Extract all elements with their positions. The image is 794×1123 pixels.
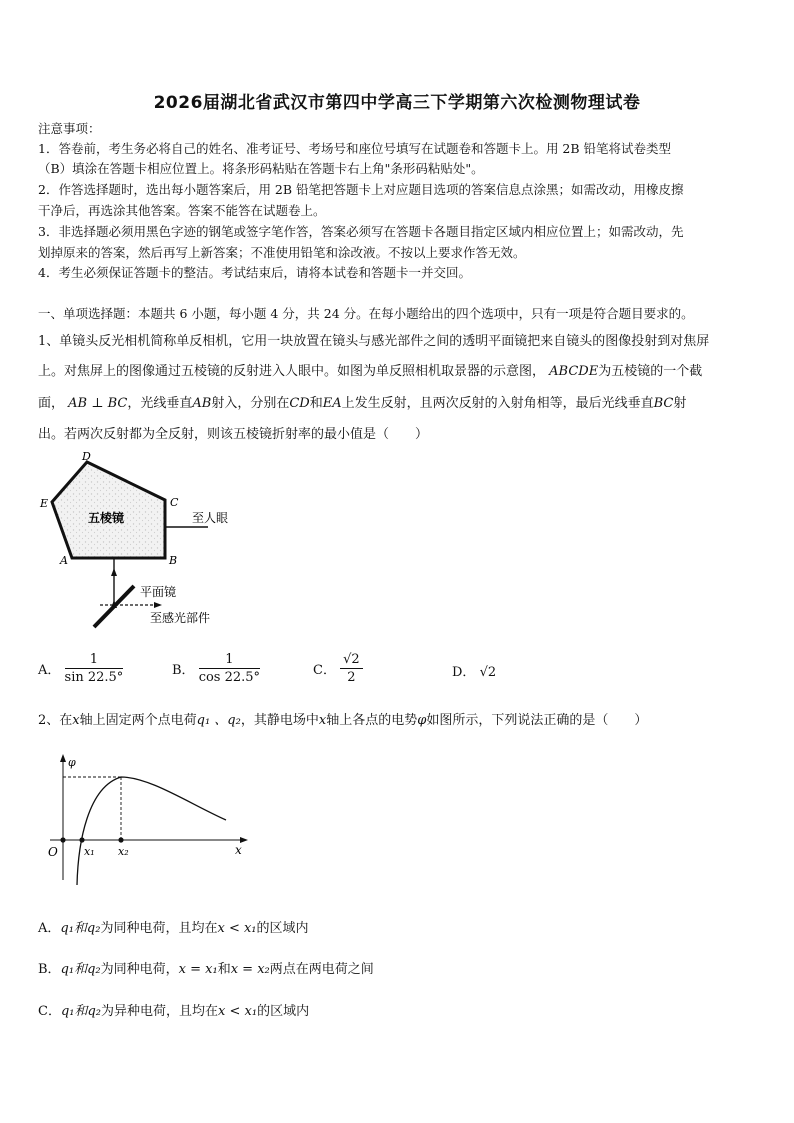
exam-title: 2026届湖北省武汉市第四中学高三下学期第六次检测物理试卷 (153, 93, 641, 113)
prism-label: 五棱镜 (88, 511, 125, 525)
q1-option-d (452, 661, 496, 680)
option-math: q₁和q₂ (60, 1004, 102, 1019)
notice-line-2: （B）填涂在答题卡相应位置上。将条形码粘贴在答题卡右上角"条形码粘贴处"。 (38, 161, 484, 176)
q2-text: 轴上各点的电势 (326, 713, 418, 728)
notice-line-7: 4．考生必须保证答题卡的整洁。考试结束后，请将本试卷和答题卡一并交回。 (38, 265, 471, 280)
notice-heading: 注意事项： (38, 121, 101, 136)
option-text: 两点在两电荷之间 (269, 962, 374, 977)
mirror-label: 平面镜 (140, 585, 177, 599)
fraction-numerator: 1 (199, 652, 260, 669)
x-axis-label: x (235, 843, 242, 857)
x2-point (118, 837, 123, 842)
option-math: q₁和q₂ (60, 962, 101, 977)
fraction-numerator: √2 (340, 652, 363, 669)
fraction-denominator: sin 22.5° (64, 670, 124, 685)
option-label: C． (38, 1004, 61, 1019)
x1-label: x₁ (84, 845, 95, 858)
q1-stem-line-2 (38, 364, 758, 380)
q2-math: q₁ 、q₂ (196, 713, 241, 728)
phi-label: φ (68, 756, 76, 769)
fraction (65, 652, 124, 685)
pentaprism-figure (30, 450, 250, 640)
q1-text: 上。对焦屏上的图像通过五棱镜的反射进入人眼中。如图为单反照相机取景器的示意图， (38, 364, 546, 379)
option-math: x = x₂ (230, 962, 270, 977)
option-value: √2 (479, 665, 497, 680)
fraction-denominator: cos 22.5° (198, 670, 261, 685)
option-text: 为异种电荷，且均在 (101, 1004, 219, 1019)
q1-math: EA (322, 396, 342, 411)
q1-stem-line-3 (38, 396, 758, 412)
section-heading: 一、单项选择题：本题共 6 小题，每小题 4 分，共 24 分。在每小题给出的四个选项中，只有一项是符合题目要求的。 (38, 306, 694, 321)
x2-label: x₂ (118, 845, 129, 858)
q2-text: 如图所示，下列说法正确的是（ ） (426, 713, 648, 728)
option-label: A． (38, 663, 61, 678)
arrow-up-icon (60, 754, 66, 762)
arrow-up-icon (111, 568, 117, 576)
option-text: 为同种电荷， (100, 962, 179, 977)
q1-text: ，光线垂直 (127, 396, 193, 411)
q2-option-c (38, 1004, 758, 1020)
notice-line-3: 2．作答选择题时，选出每小题答案后，用 2B 铅笔把答题卡上对应题目选项的答案信息点涂黑；如需改动，用橡皮擦 (38, 182, 684, 197)
q1-text: 为五棱镜的一个截 (598, 364, 703, 379)
q1-math: CD (289, 396, 310, 411)
q1-text: 上发生反射，且两次反射的入射角相等，最后光线垂直 (341, 396, 654, 411)
origin-point (60, 837, 65, 842)
notice-line-6: 划掉原来的答案，然后再写上新答案；不准使用铅笔和涂改液。不按以上要求作答无效。 (38, 245, 526, 260)
q2-math: x (72, 713, 80, 728)
prism-shape (52, 462, 165, 558)
label-C: C (170, 496, 179, 509)
q1-math: AB (192, 396, 212, 411)
q1-math: BC (653, 396, 674, 411)
q1-text: 和 (309, 396, 323, 411)
fraction-numerator: 1 (65, 652, 124, 669)
potential-graph (40, 752, 255, 887)
option-label: A． (38, 921, 61, 936)
q1-text: 射 (673, 396, 687, 411)
q1-text: 面， (38, 396, 65, 411)
q1-math: ABCDE (549, 364, 599, 379)
q2-stem (38, 713, 758, 729)
label-E: E (40, 497, 49, 510)
fraction-denominator: 2 (347, 670, 356, 685)
q1-option-a (38, 652, 123, 685)
origin-label: O (48, 845, 58, 859)
option-label: B． (172, 663, 195, 678)
option-math: x < x₁ (217, 921, 257, 936)
q1-option-c (313, 652, 363, 685)
q1-stem-line-4: 出。若两次反射都为全反射，则该五棱镜折射率的最小值是（ ） (38, 427, 429, 442)
option-label: C． (313, 663, 336, 678)
sensor-label: 至感光部件 (150, 611, 211, 625)
notice-line-4: 干净后，再选涂其他答案。答案不能答在试题卷上。 (38, 203, 326, 218)
option-label: D． (452, 665, 476, 680)
q1-math: AB ⊥ BC (68, 396, 128, 411)
fraction (199, 652, 260, 685)
option-math: q₁和q₂ (60, 921, 101, 936)
q2-text: 轴上固定两个点电荷 (79, 713, 197, 728)
q1-text: 射入，分别在 (211, 396, 290, 411)
notice-line-5: 3．非选择题必须用黑色字迹的钢笔或签字笔作答，答案必须写在答题卡各题目指定区域内相应位置上；如需改动，先 (38, 224, 684, 239)
option-text: 和 (217, 962, 231, 977)
option-text: 的区域内 (256, 921, 309, 936)
option-math: x = x₁ (178, 962, 218, 977)
arrow-right-icon (154, 602, 162, 608)
label-B: B (169, 554, 178, 567)
fraction (340, 652, 363, 685)
option-text: 为同种电荷，且均在 (100, 921, 218, 936)
label-D: D (82, 450, 91, 463)
option-text: 的区域内 (257, 1004, 310, 1019)
q2-text: 2、在 (38, 713, 73, 728)
x1-point (79, 837, 84, 842)
notice-line-1: 1．答卷前，考生务必将自己的姓名、准考证号、考场号和座位号填写在试题卷和答题卡上。用 2B 铅笔将试卷类型 (38, 141, 672, 156)
q1-stem-line-1: 1、单镜头反光相机简称单反相机，它用一块放置在镜头与感光部件之间的透明平面镜把来自镜头的图像投射到对焦屏 (38, 334, 710, 349)
q2-math: φ (417, 713, 427, 728)
q2-math: x (318, 713, 327, 728)
q1-option-b (172, 652, 260, 685)
q2-option-a (38, 921, 758, 937)
option-label: B． (38, 962, 61, 977)
option-math: x < x₁ (218, 1004, 258, 1019)
q2-option-b (38, 962, 758, 978)
eye-label: 至人眼 (192, 511, 229, 525)
q2-text: ，其静电场中 (240, 713, 319, 728)
potential-curve (77, 777, 226, 885)
label-A: A (60, 554, 68, 567)
